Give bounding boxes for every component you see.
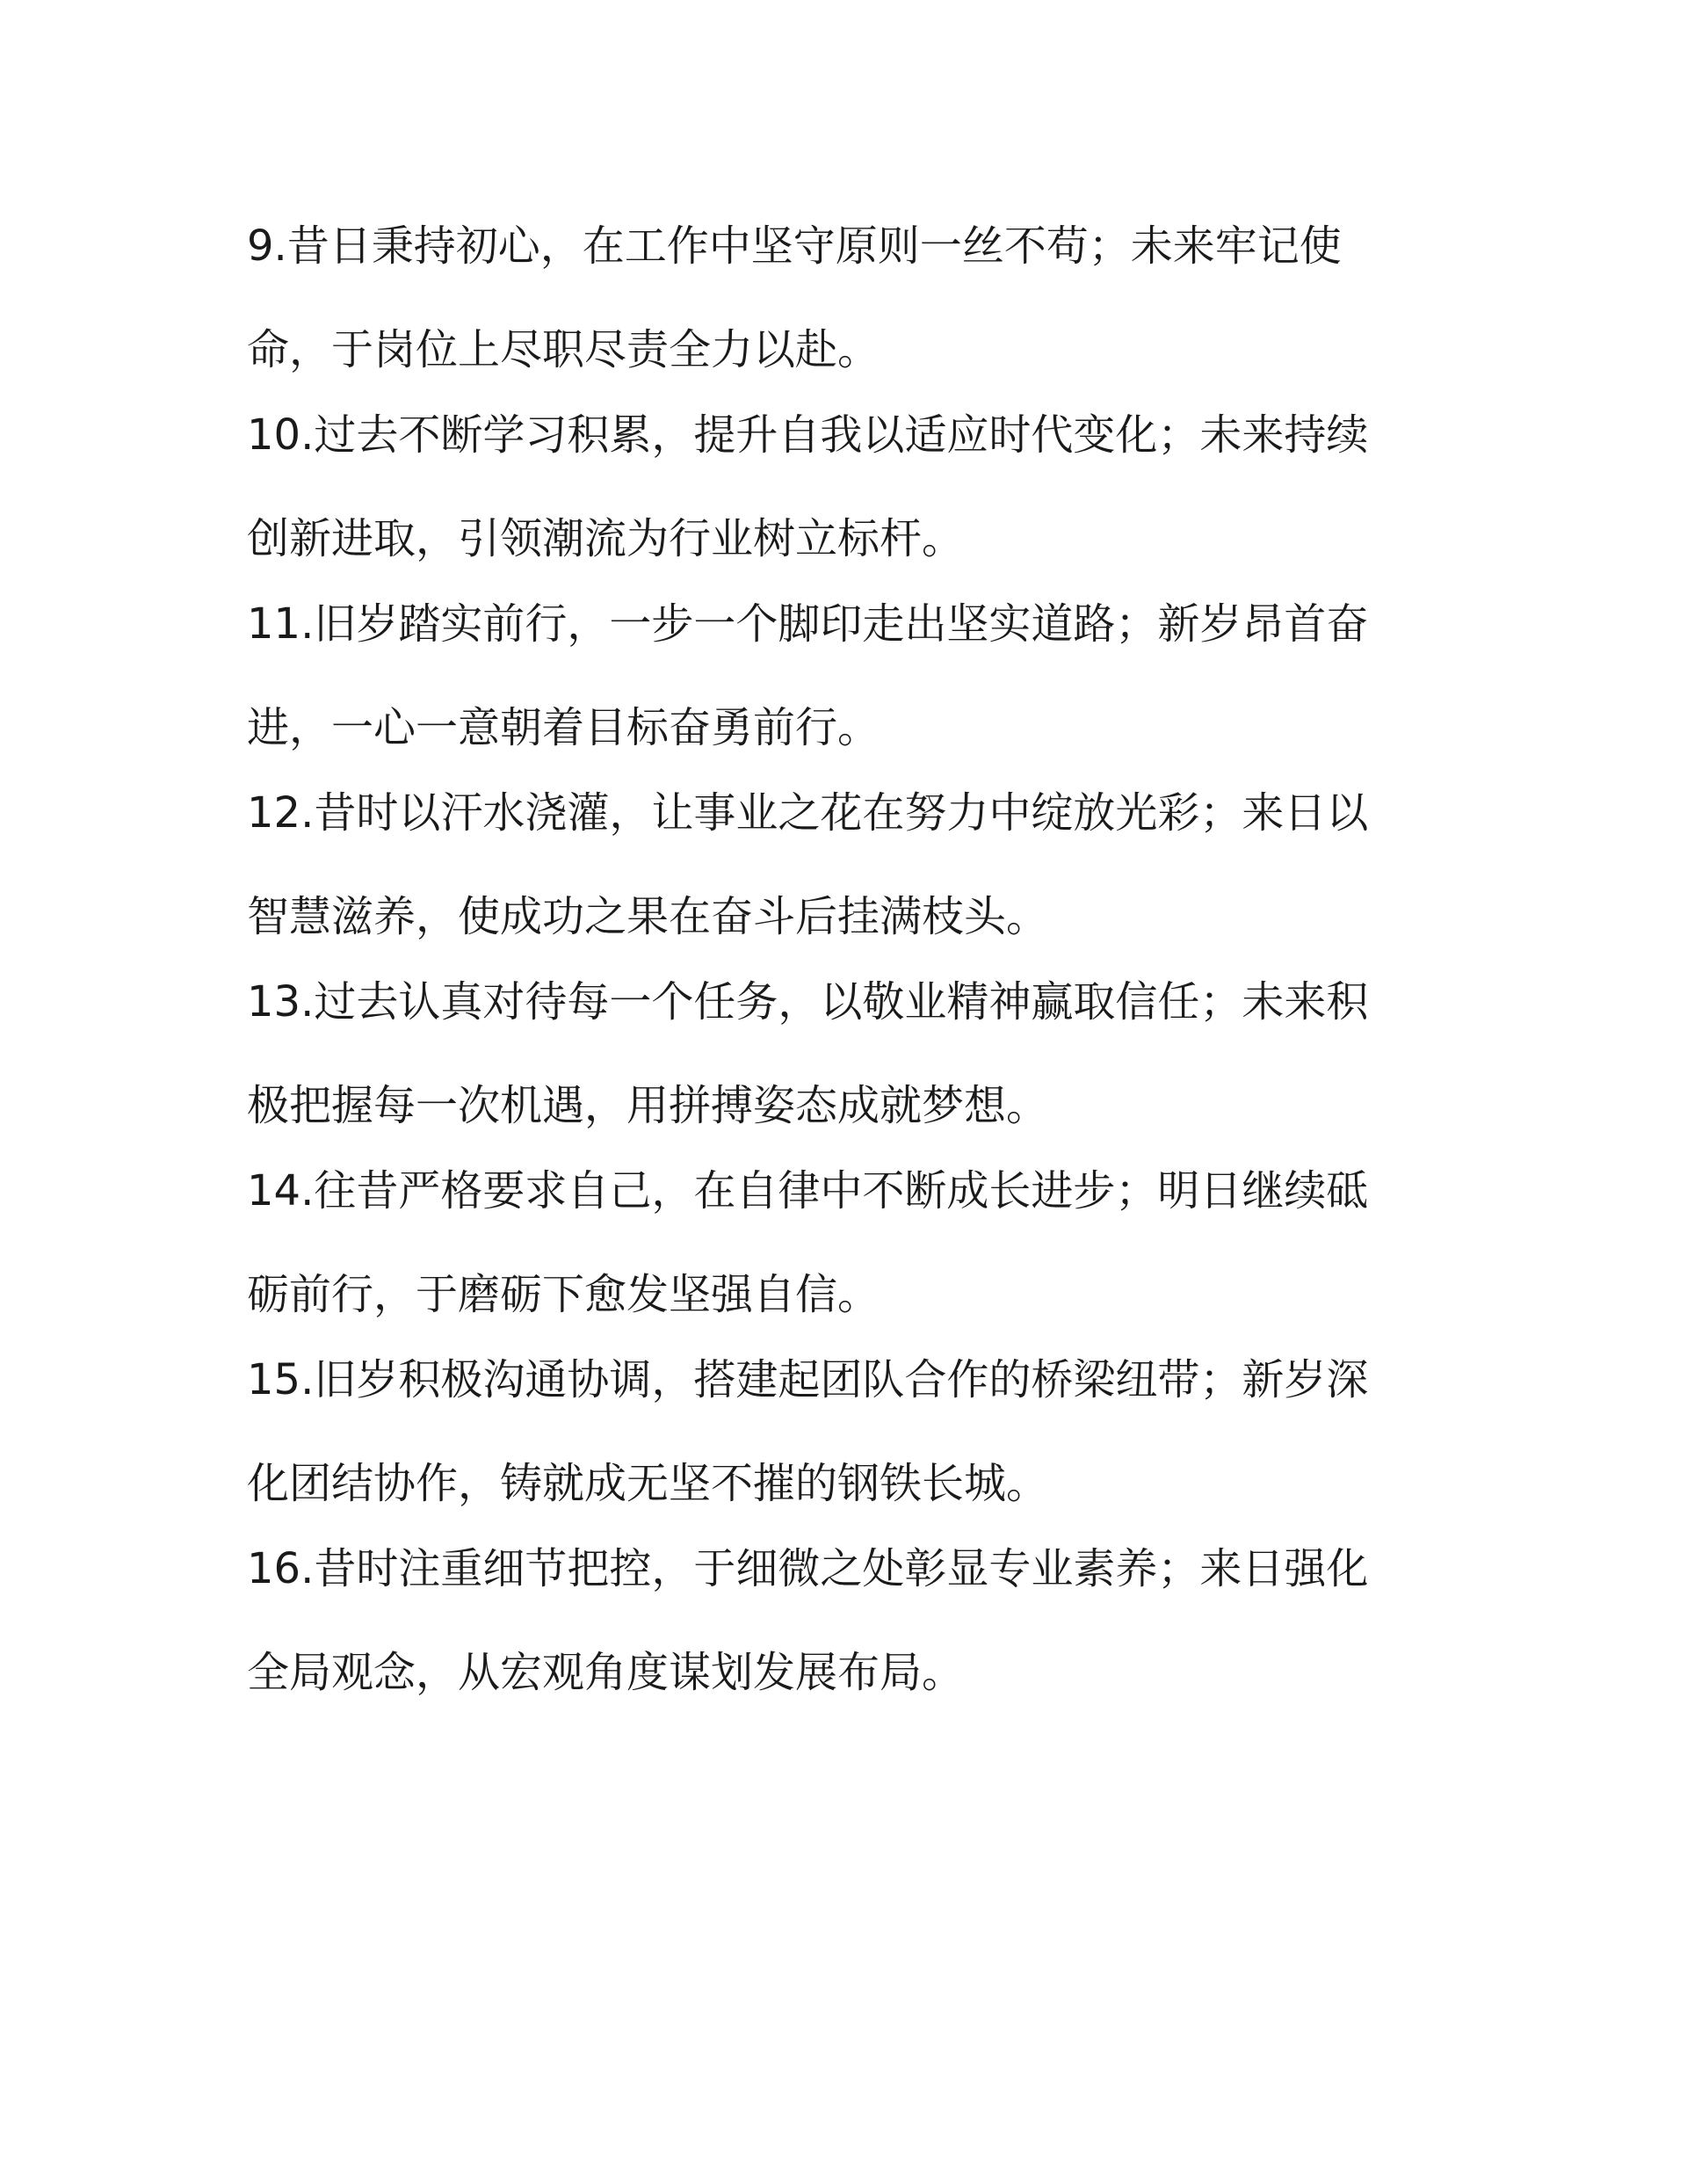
item-text-line: 进，一心一意朝着目标奋勇前行。: [247, 703, 880, 752]
item-text-line: 12.昔时以汗水浇灌，让事业之花在努力中绽放光彩；来日以: [247, 788, 1369, 838]
list-item-9: [247, 222, 1415, 374]
item-text-line: 15.旧岁积极沟通协调，搭建起团队合作的桥梁纽带；新岁深: [247, 1355, 1369, 1404]
list-item-11: [247, 600, 1415, 752]
item-text-line: 砺前行，于磨砺下愈发坚强自信。: [247, 1270, 880, 1319]
item-text-line: 14.往昔严格要求自己，在自律中不断成长进步；明日继续砥: [247, 1166, 1369, 1215]
item-text-line: 智慧滋养，使成功之果在奋斗后挂满枝头。: [247, 892, 1049, 941]
item-text-line: 9.昔日秉持初心，在工作中坚守原则一丝不苟；未来牢记使: [247, 221, 1342, 271]
list-item-15: [247, 1356, 1415, 1508]
list-item-13: [247, 978, 1415, 1130]
item-text-line: 13.过去认真对待每一个任务，以敬业精神赢取信任；未来积: [247, 977, 1369, 1027]
item-text-line: 全局观念，从宏观角度谋划发展布局。: [247, 1648, 965, 1697]
item-text-line: 命，于岗位上尽职尽责全力以赴。: [247, 325, 880, 374]
item-text-line: 10.过去不断学习积累，提升自我以适应时代变化；未来持续: [247, 410, 1369, 460]
list-item-10: [247, 411, 1415, 563]
item-text-line: 极把握每一次机遇，用拼搏姿态成就梦想。: [247, 1081, 1049, 1130]
list-item-14: [247, 1167, 1415, 1319]
item-text-line: 16.昔时注重细节把控，于细微之处彰显专业素养；来日强化: [247, 1544, 1369, 1593]
item-text-line: 11.旧岁踏实前行，一步一个脚印走出坚实道路；新岁昂首奋: [247, 599, 1369, 649]
list-item-16: [247, 1545, 1415, 1697]
item-text-line: 创新进取，引领潮流为行业树立标杆。: [247, 514, 965, 563]
list-item-12: [247, 789, 1415, 941]
item-text-line: 化团结协作，铸就成无坚不摧的钢铁长城。: [247, 1459, 1049, 1508]
document-body: [247, 222, 1415, 1734]
